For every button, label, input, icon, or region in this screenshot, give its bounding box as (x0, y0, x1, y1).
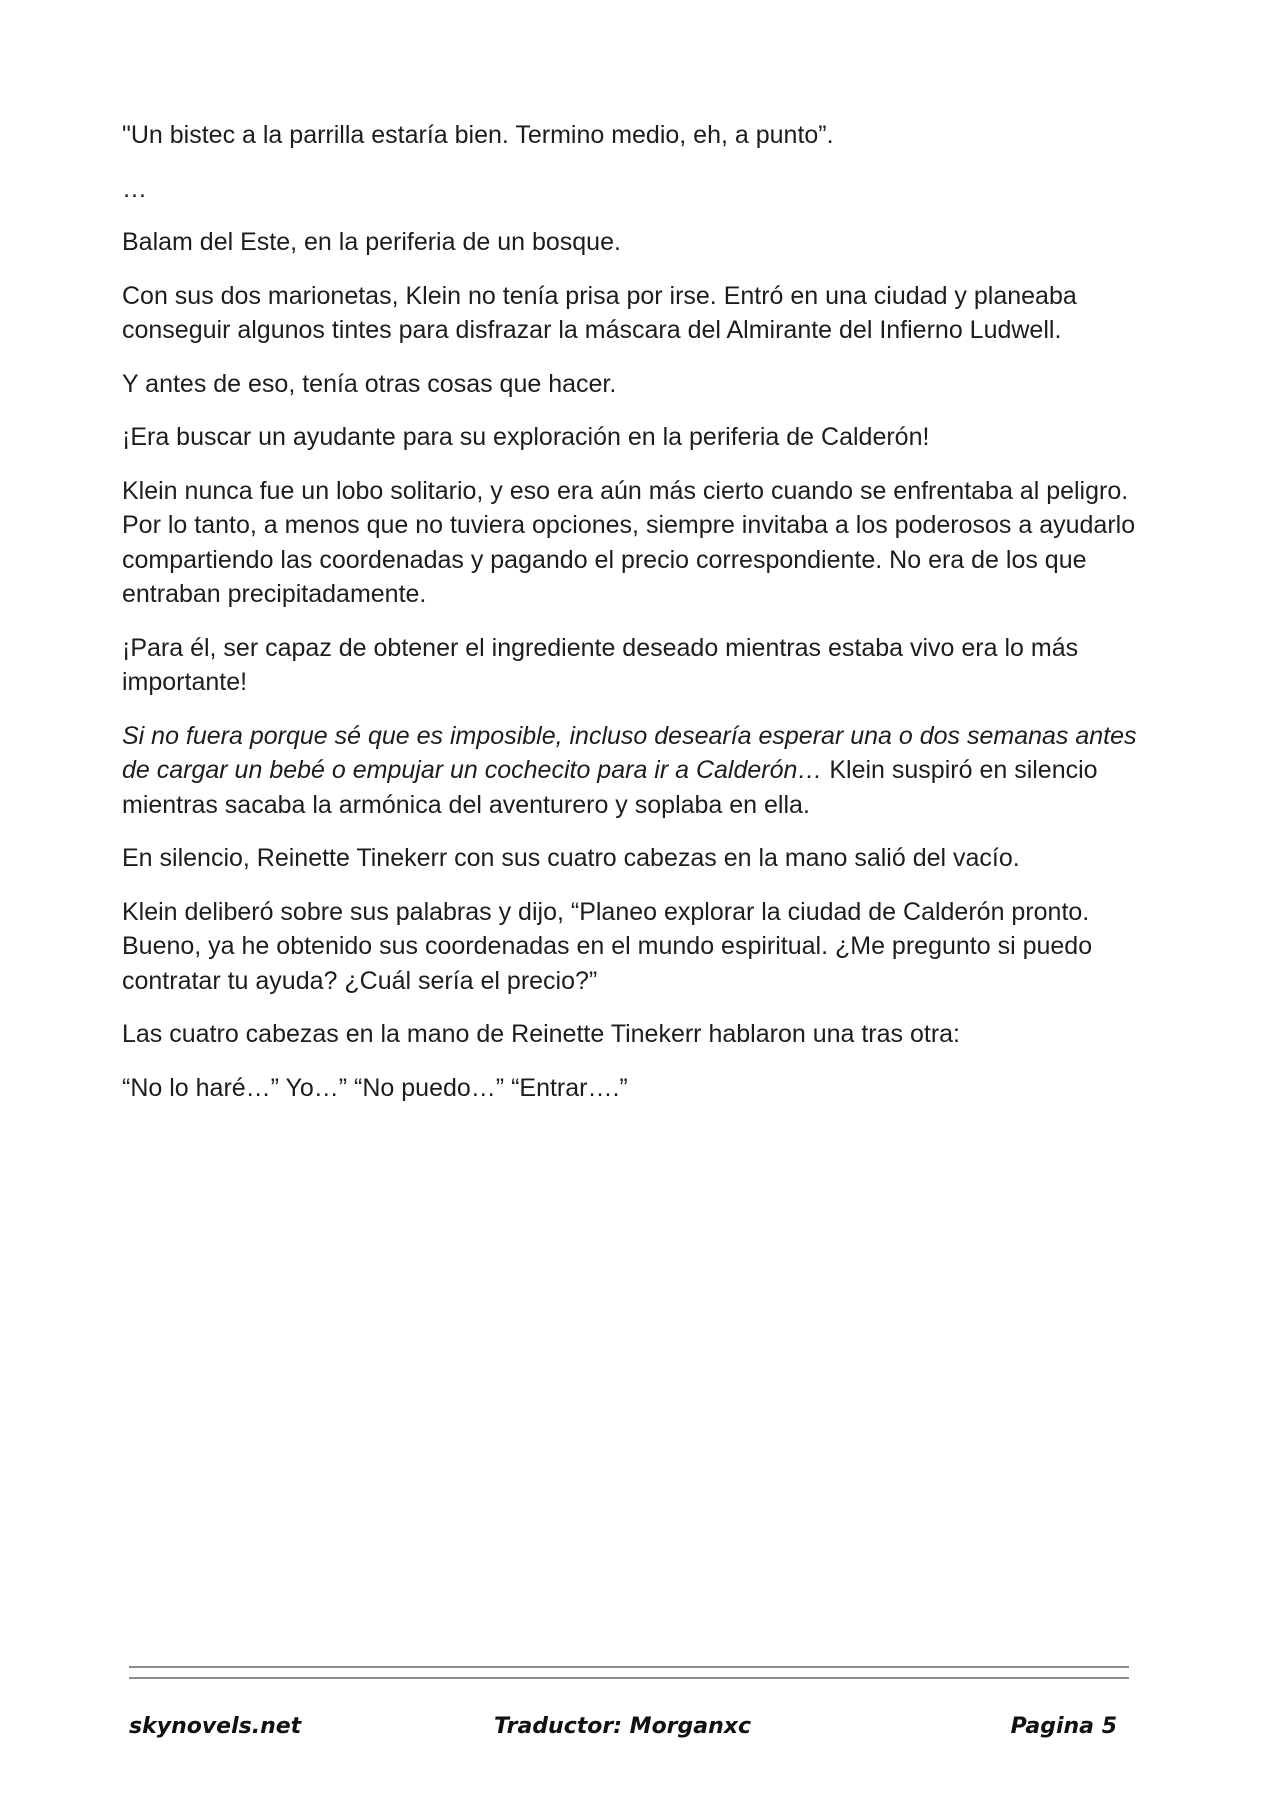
paragraph: Las cuatro cabezas en la mano de Reinette Tinekerr hablaron una tras otra: (122, 1020, 961, 1048)
footer-divider-bottom (129, 1677, 1129, 1679)
paragraph: “No lo haré…” Yo…” “No puedo…” “Entrar….” (122, 1073, 628, 1102)
paragraph: ¡Era buscar un ayudante para su exploración en la periferia de Calderón! (122, 423, 930, 451)
paragraph: … (122, 174, 147, 203)
paragraph: Klein nunca fue un lobo solitario, y eso era aún más cierto cuando se enfrentaba al peligro. Por lo tanto, a menos que no tuviera opciones, siempre invitaba a los poderosos a ayudarlo compartiendo las coordenadas y pagando el precio correspondiente. No era de los que entraban precipitadamente. (122, 476, 1136, 608)
footer-page-number: Pagina 5 (1010, 1714, 1117, 1739)
paragraph: Balam del Este, en la periferia de un bosque. (122, 228, 621, 256)
paragraph: En silencio, Reinette Tinekerr con sus cuatro cabezas en la mano salió del vacío. (122, 844, 1020, 872)
footer-divider-top (129, 1666, 1129, 1668)
paragraph: Klein deliberó sobre sus palabras y dijo, “Planeo explorar la ciudad de Calderón pronto. Bueno, ya he obtenido sus coordenadas en el mundo espiritual. ¿Me pregunto si puedo contratar tu ayuda? ¿Cuál sería el precio?” (122, 897, 1093, 995)
chapter-body (122, 118, 1142, 1124)
footer-translator: Traductor: Morganxc (494, 1714, 752, 1739)
footer-site: skynovels.net (129, 1714, 302, 1739)
italic-thought: Si no fuera porque sé que es imposible, incluso desearía esperar una o dos semanas antes de cargar un bebé o empujar un cochecito para ir a Calderón… (122, 721, 1137, 784)
paragraph-continuation: Klein suspiró en silencio mientras sacaba la armónica del aventurero y soplaba en ella. (122, 756, 1098, 819)
paragraph: "Un bistec a la parrilla estaría bien. Termino medio, eh, a punto”. (122, 121, 834, 149)
paragraph: ¡Para él, ser capaz de obtener el ingrediente deseado mientras estaba vivo era lo más importante! (122, 633, 1079, 696)
paragraph: Con sus dos marionetas, Klein no tenía prisa por irse. Entró en una ciudad y planeaba conseguir algunos tintes para disfrazar la máscara del Almirante del Infierno Ludwell. (122, 281, 1077, 344)
paragraph: Y antes de eso, tenía otras cosas que hacer. (122, 369, 617, 398)
paragraph-with-thought (122, 719, 1142, 823)
